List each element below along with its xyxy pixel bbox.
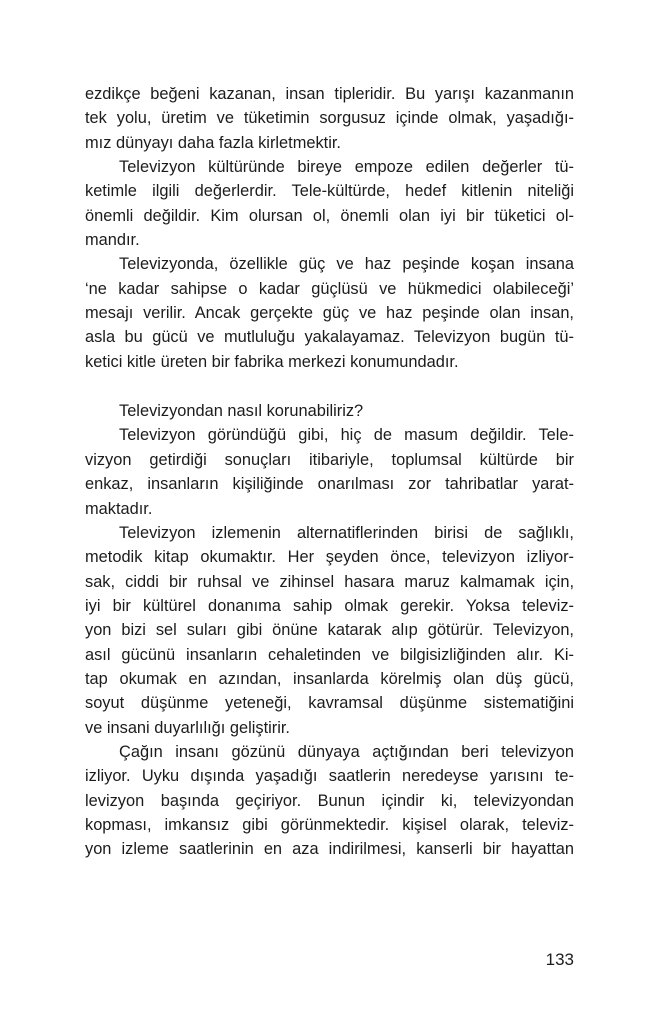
text-line: vizyon getirdiği sonuçları itibariyle, toplumsal kültürde bir bbox=[85, 450, 574, 469]
text-line: yon bizi sel suları gibi önüne katarak alıp götürür. Televizyon, bbox=[85, 621, 574, 640]
paragraph bbox=[85, 82, 574, 155]
text-line: Televizyon izlemenin alternatiflerinden birisi de sağlıklı, bbox=[119, 523, 574, 542]
text-line: ketici kitle üreten bir fabrika merkezi konumundadır. bbox=[85, 352, 459, 371]
page-body bbox=[85, 82, 574, 862]
text-line: mız dünyayı daha fazla kirletmektir. bbox=[85, 133, 341, 152]
paragraph bbox=[85, 423, 574, 520]
text-line: tap okumak en azından, insanlarda körelmiş olan düş gücü, bbox=[85, 669, 574, 688]
text-line: önemli değildir. Kim olursan ol, önemli olan iyi bir tüketici ol- bbox=[85, 206, 574, 225]
text-line: ezdikçe beğeni kazanan, insan tipleridir. Bu yarışı kazanmanın bbox=[85, 85, 574, 103]
text-line: maktadır. bbox=[85, 499, 153, 518]
text-line: yon izleme saatlerinin en aza indirilmesi, kanserli bir hayattan bbox=[85, 840, 574, 859]
text-line: soyut düşünme yeteneği, kavramsal düşünme sistematiğini bbox=[85, 694, 574, 713]
page-number: 133 bbox=[545, 950, 574, 969]
text-line: iyi bir kültürel donanıma sahip olmak gerekir. Yoksa televiz- bbox=[85, 596, 574, 615]
text-line: ‘ne kadar sahipse o kadar güçlüsü ve hükmedici olabileceği’ bbox=[85, 279, 574, 298]
text-line: Televizyon kültüründe bireye empoze edilen değerler tü- bbox=[119, 158, 574, 177]
paragraph bbox=[85, 740, 574, 862]
text-line: kopması, imkansız gibi görünmektedir. kişisel olarak, televiz- bbox=[85, 815, 574, 834]
text-line: ketimle ilgili değerlerdir. Tele-kültürde, hedef kitlenin niteliği bbox=[85, 182, 574, 201]
text-line: sak, ciddi bir ruhsal ve zihinsel hasara maruz kalmamak için, bbox=[85, 572, 574, 591]
text-line: mandır. bbox=[85, 231, 140, 250]
text-line: Çağın insanı gözünü dünyaya açtığından beri televizyon bbox=[119, 742, 574, 761]
text-line: Televizyonda, özellikle güç ve haz peşinde koşan insana bbox=[119, 255, 574, 274]
text-line: mesajı verilir. Ancak gerçekte güç ve haz peşinde olan insan, bbox=[85, 304, 574, 323]
text-line: enkaz, insanların kişiliğinde onarılması zor tahribatlar yarat- bbox=[85, 475, 574, 494]
text-line: asla bu gücü ve mutluluğu yakalayamaz. Televizyon bugün tü- bbox=[85, 328, 574, 347]
text-line: metodik kitap okumaktır. Her şeyden önce, televizyon izliyor- bbox=[85, 548, 574, 567]
paragraph-gap bbox=[85, 374, 574, 399]
paragraph bbox=[85, 155, 574, 252]
text-line: izliyor. Uyku dışında yaşadığı saatlerin neredeyse yarısını te- bbox=[85, 767, 574, 786]
text-line: Televizyon göründüğü gibi, hiç de masum değildir. Tele- bbox=[119, 426, 574, 445]
text-line: ve insani duyarlılığı geliştirir. bbox=[85, 718, 290, 737]
text-line: levizyon başında geçiriyor. Bunun içindir ki, televizyondan bbox=[85, 791, 574, 810]
paragraph bbox=[85, 399, 574, 423]
paragraph bbox=[85, 252, 574, 374]
text-line: asıl gücünü insanların cehaletinden ve bilgisizliğinden alır. Ki- bbox=[85, 645, 574, 664]
text-line: Televizyondan nasıl korunabiliriz? bbox=[119, 402, 364, 421]
paragraph bbox=[85, 521, 574, 740]
text-line: tek yolu, üretim ve tüketimin sorgusuz içinde olmak, yaşadığı- bbox=[85, 109, 574, 128]
